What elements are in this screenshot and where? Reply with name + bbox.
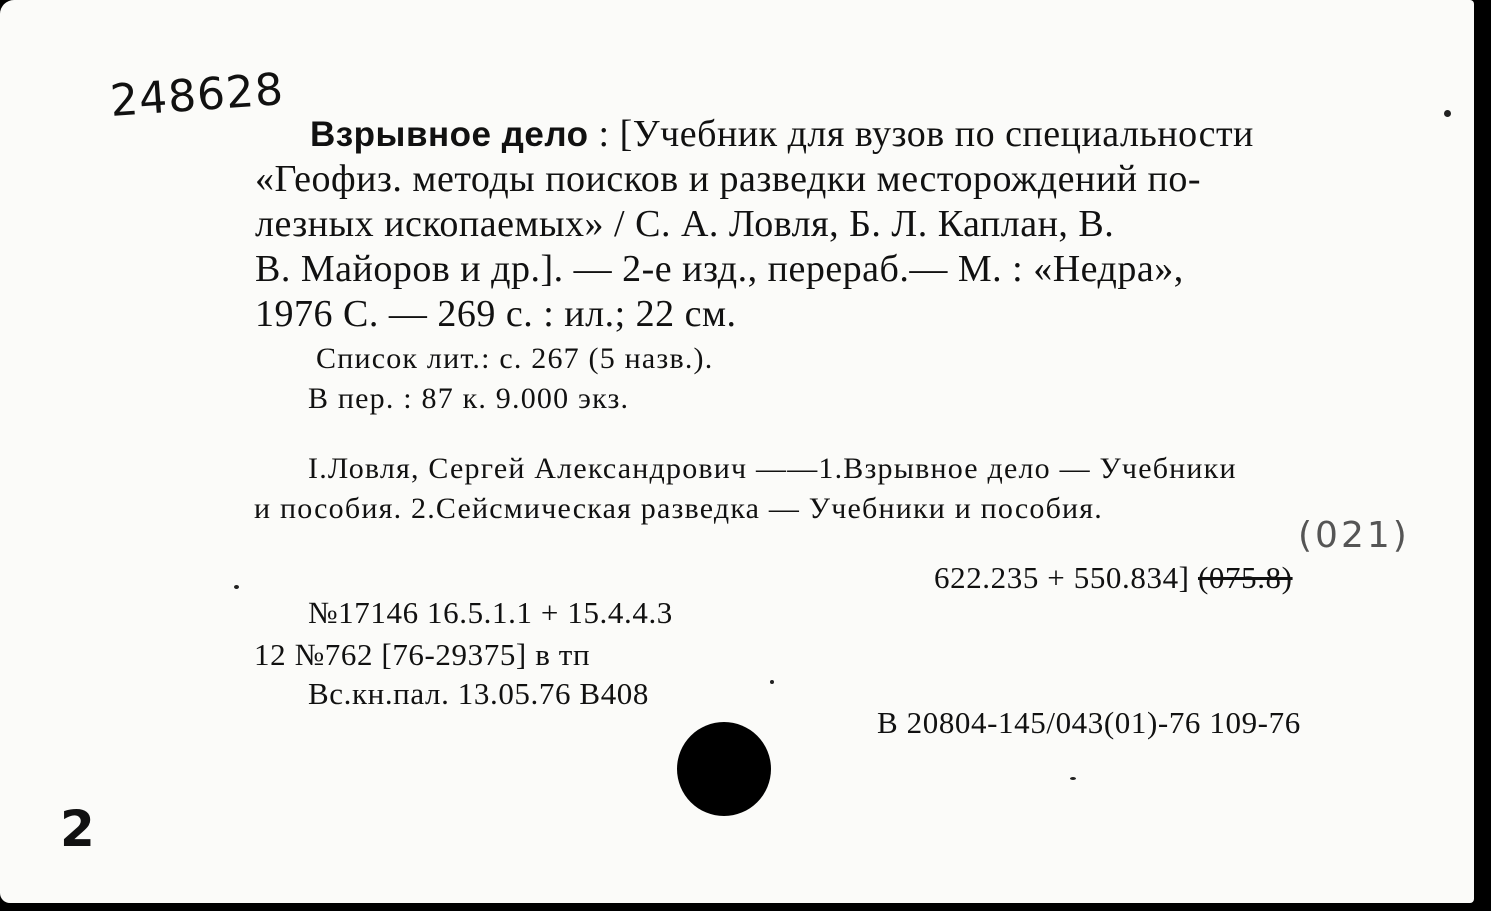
card-punch-hole [677,722,771,816]
udc-main: 622.235 + 550.834] [934,560,1190,595]
subject-line-1: I.Ловля, Сергей Александрович ——1.Взрывное дело — Учебники [308,452,1237,485]
description-line-5: 1976 С. — 269 с. : ил.; 22 см. [255,293,737,335]
description-line-4: В. Майоров и др.]. — 2-е изд., перераб.— М. : «Недра», [255,248,1184,290]
speck [770,680,774,684]
corner-handwritten-mark: 2 [60,800,95,858]
speck [234,585,239,589]
order-number: №762 [76-29375] в тп [294,637,591,672]
order-line [254,637,590,673]
description-line-3: лезных ископаемых» / С. А. Ловля, Б. Л. Каплан, В. [255,203,1115,245]
book-chamber-date: Вс.кн.пал. 13.05.76 В408 [308,676,650,711]
order-prefix: 12 [254,637,287,672]
description-block [255,112,1254,337]
title-remainder: : [Учебник для вузов по специальности [588,113,1254,155]
handwritten-note: (021) [1298,515,1410,556]
description-line-1 [255,112,1254,157]
udc-struck: (075.8) [1197,560,1293,595]
inventory-number: 248628 [108,63,286,128]
udc-classification [934,560,1293,596]
registration-number: №17146 16.5.1.1 + 15.4.4.3 [308,595,673,630]
bibliography-note: Список лит.: с. 267 (5 назв.). [316,342,714,375]
description-line-2: «Геофиз. методы поисков и разведки месторождений по- [255,158,1201,200]
title: Взрывное дело [310,115,589,154]
speck [1444,110,1451,117]
publisher-code: В 20804-145/043(01)-76 109-76 [877,705,1301,740]
speck [1070,777,1076,780]
price-note: В пер. : 87 к. 9.000 экз. [308,382,630,415]
subject-line-2: и пособия. 2.Сейсмическая разведка — Учебники и пособия. [254,492,1104,525]
